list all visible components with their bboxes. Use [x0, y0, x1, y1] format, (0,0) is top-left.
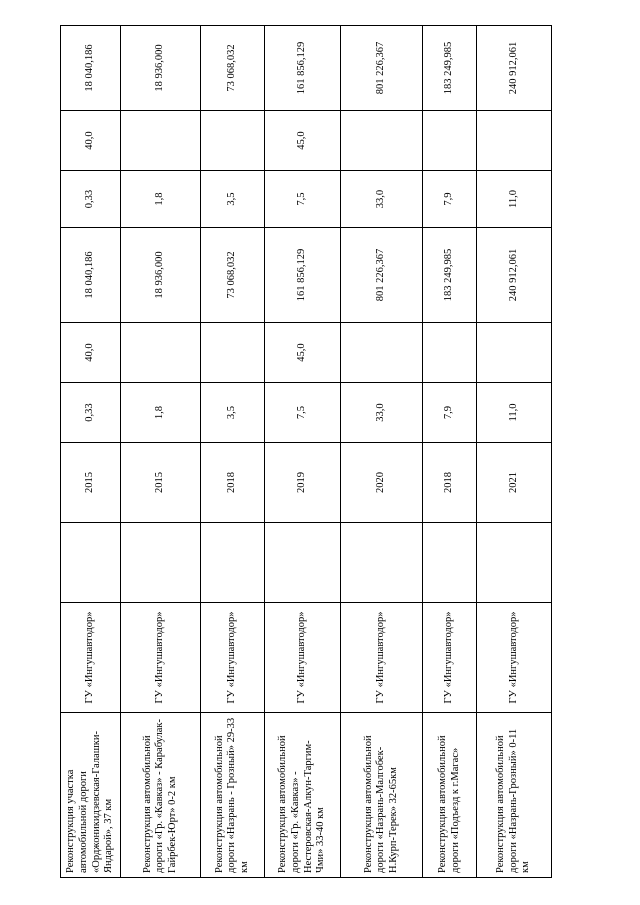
row-length-cell: 0,33	[61, 383, 121, 443]
row-sum-cell: 161 856,129	[265, 228, 341, 323]
row-year-cell: 2015	[61, 443, 121, 523]
row-name-cell: Реконструкция автомобильной дороги «Назрань-Малгобек-Н.Курп-Терек» 32-65км	[341, 713, 423, 878]
table-row	[201, 26, 265, 878]
row-value-cell: 40,0	[61, 323, 121, 383]
row-name-cell: Реконструкция автомобильной дороги «Назрань-Грозный» 0-11 км	[477, 713, 552, 878]
row-year-cell: 2019	[265, 443, 341, 523]
row-name-cell: Реконструкция автомобильной дороги «Назрань - Грозный» 29-33 км	[201, 713, 265, 878]
row-name-cell: Реконструкция участка автомобильной дороги «Орджоникидзевская-Галашки-Яндарой», 37 км	[61, 713, 121, 878]
row-sum-cell: 240 912,061	[477, 228, 552, 323]
row-sum-cell: 801 226,367	[341, 228, 423, 323]
row-org-cell: ГУ «Ингушавтодор»	[265, 603, 341, 713]
row-year-cell: 2021	[477, 443, 552, 523]
row-org-cell: ГУ «Ингушавтодор»	[423, 603, 477, 713]
row-value-2-cell	[201, 111, 265, 171]
row-blank-cell	[61, 523, 121, 603]
row-value-2-cell	[341, 111, 423, 171]
row-length-cell: 7,5	[265, 383, 341, 443]
row-length-cell: 11,0	[477, 383, 552, 443]
row-blank-cell	[341, 523, 423, 603]
row-length-2-cell: 7,5	[265, 171, 341, 228]
row-value-2-cell	[477, 111, 552, 171]
row-sum-cell: 73 068,032	[201, 228, 265, 323]
row-sum-2-cell: 183 249,985	[423, 26, 477, 111]
row-length-2-cell: 0,33	[61, 171, 121, 228]
row-length-cell: 3,5	[201, 383, 265, 443]
row-name-cell: Реконструкция автомобильной дороги «Подъезд к г.Магас»	[423, 713, 477, 878]
row-length-2-cell: 1,8	[121, 171, 201, 228]
row-sum-2-cell: 161 856,129	[265, 26, 341, 111]
row-year-cell: 2020	[341, 443, 423, 523]
row-value-2-cell: 45,0	[265, 111, 341, 171]
row-org-cell: ГУ «Ингушавтодор»	[477, 603, 552, 713]
table-row	[477, 26, 552, 878]
row-org-cell: ГУ «Ингушавтодор»	[61, 603, 121, 713]
row-blank-cell	[265, 523, 341, 603]
row-value-2-cell: 40,0	[61, 111, 121, 171]
row-sum-cell: 18 040,186	[61, 228, 121, 323]
row-length-2-cell: 33,0	[341, 171, 423, 228]
road-reconstruction-table	[60, 25, 552, 878]
row-blank-cell	[201, 523, 265, 603]
table-row	[265, 26, 341, 878]
rotated-table-wrapper	[60, 26, 551, 878]
row-value-cell	[477, 323, 552, 383]
row-blank-cell	[477, 523, 552, 603]
row-sum-2-cell: 240 912,061	[477, 26, 552, 111]
row-year-cell: 2018	[201, 443, 265, 523]
row-value-cell	[341, 323, 423, 383]
row-length-cell: 1,8	[121, 383, 201, 443]
table-row	[341, 26, 423, 878]
table-row	[423, 26, 477, 878]
row-org-cell: ГУ «Ингушавтодор»	[201, 603, 265, 713]
row-year-cell: 2018	[423, 443, 477, 523]
row-blank-cell	[121, 523, 201, 603]
row-org-cell: ГУ «Ингушавтодор»	[121, 603, 201, 713]
row-blank-cell	[423, 523, 477, 603]
row-sum-cell: 18 936,000	[121, 228, 201, 323]
row-value-2-cell	[121, 111, 201, 171]
table-row	[121, 26, 201, 878]
table-row	[61, 26, 121, 878]
row-value-cell	[121, 323, 201, 383]
row-value-cell	[201, 323, 265, 383]
row-value-cell: 45,0	[265, 323, 341, 383]
row-sum-2-cell: 18 936,000	[121, 26, 201, 111]
row-name-cell: Реконструкция автомобильной дороги «Гр. «Кавказ» - Нестеровская-Алкун-Таргим-Чми» 33-40 км	[265, 713, 341, 878]
row-length-2-cell: 11,0	[477, 171, 552, 228]
row-length-cell: 33,0	[341, 383, 423, 443]
row-sum-2-cell: 801 226,367	[341, 26, 423, 111]
row-name-cell: Реконструкция автомобильной дороги «Гр. «Кавказ» - Карабулак-Гайрбек-Юрт» 0-2 км	[121, 713, 201, 878]
row-year-cell: 2015	[121, 443, 201, 523]
row-value-cell	[423, 323, 477, 383]
row-length-2-cell: 3,5	[201, 171, 265, 228]
row-value-2-cell	[423, 111, 477, 171]
row-sum-2-cell: 18 040,186	[61, 26, 121, 111]
row-sum-cell: 183 249,985	[423, 228, 477, 323]
row-sum-2-cell: 73 068,032	[201, 26, 265, 111]
row-length-cell: 7,9	[423, 383, 477, 443]
row-length-2-cell: 7,9	[423, 171, 477, 228]
row-org-cell: ГУ «Ингушавтодор»	[341, 603, 423, 713]
